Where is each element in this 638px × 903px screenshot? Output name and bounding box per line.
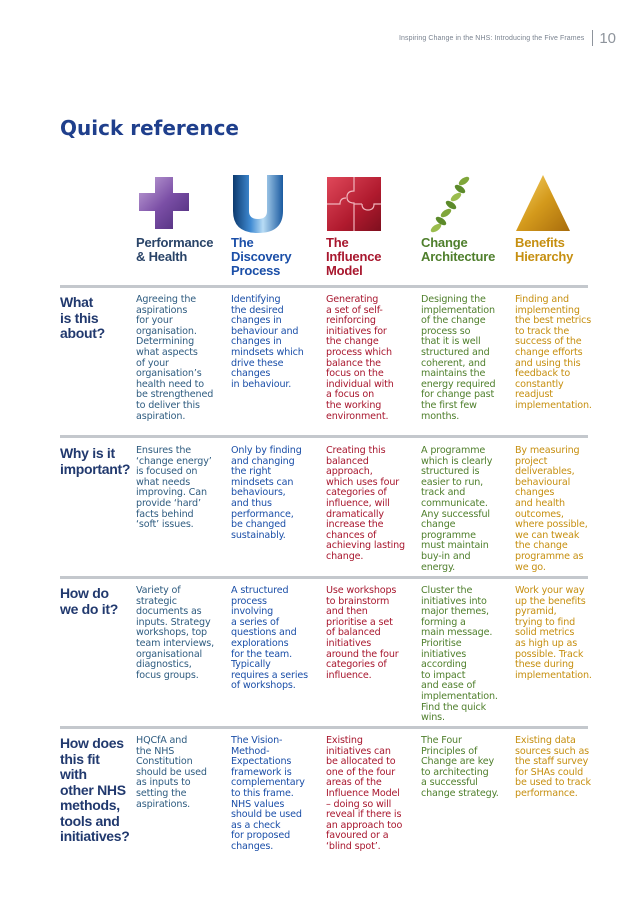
table-cell: Finding and implementing the best metrics to track the success of the change efforts and using this feedback to constantly readjust implementation. — [515, 294, 592, 411]
column-heading-line: Change — [421, 235, 468, 250]
column-heading-benefits-hierarchy — [515, 236, 573, 264]
table-cell: Agreeing the aspirations for your organisation. Determining what aspects of your organisation’s health need to be strengthened to deliver this aspiration. — [136, 294, 214, 422]
table-cell: Cluster the initiatives into major themes, forming a main message. Prioritise initiatives according to impact and ease of implementation. Find the quick wins. — [421, 585, 498, 724]
table-cell: HQCfA and the NHS Constitution should be used as inputs to setting the aspirations. — [136, 735, 207, 810]
header-divider — [592, 30, 593, 46]
green-helix-icon — [420, 173, 478, 233]
red-jigsaw-icon — [325, 173, 383, 233]
page-number: 10 — [599, 29, 616, 47]
table-cell: A programme which is clearly structured is easier to run, track and communicate. Any successful change programme must maintain buy-in and energy. — [421, 445, 493, 573]
column-heading-line: The — [326, 235, 349, 250]
row-divider — [60, 576, 588, 579]
column-heading-line: Process — [231, 263, 281, 278]
running-header — [399, 28, 616, 48]
column-heading-line: The — [231, 235, 254, 250]
column-heading-line: Benefits — [515, 235, 565, 250]
running-title: Inspiring Change in the NHS: Introducing the Five Frames — [398, 34, 585, 42]
row-divider — [60, 285, 588, 288]
column-heading-discovery-process — [231, 236, 291, 278]
table-cell: Creating this balanced approach, which uses four categories of influence, will dramatically increase the chances of achieving lasting change. — [326, 445, 405, 562]
row-question: Why is it important? — [60, 445, 131, 477]
blue-u-shape-icon — [229, 173, 287, 233]
column-heading-performance-health — [136, 236, 213, 264]
table-cell: Generating a set of self- reinforcing initiatives for the change process which balance the focus on the individual with a focus on the working environment. — [326, 294, 394, 422]
row-divider — [60, 726, 588, 729]
table-cell: Variety of strategic documents as inputs. Strategy workshops, top team interviews, organisational diagnostics, focus groups. — [136, 585, 215, 681]
row-question: What is this about? — [60, 294, 105, 341]
column-heading-line: Discovery — [231, 249, 292, 264]
column-heading-change-architecture — [421, 236, 495, 264]
table-cell: The Vision- Method- Expectations framework is complementary to this frame. NHS values should be used as a check for proposed changes. — [231, 735, 305, 852]
row-divider — [60, 435, 588, 438]
table-cell: Identifying the desired changes in behaviour and changes in mindsets which drive these changes in behaviour. — [231, 294, 304, 390]
column-heading-line: Influence — [326, 249, 382, 264]
purple-plus-cross-icon — [135, 173, 193, 233]
column-heading-line: Performance — [136, 235, 214, 250]
table-cell: Work your way up the benefits pyramid, trying to find solid metrics as high up as possible. Track these during implementation. — [515, 585, 592, 681]
table-cell: Only by finding and changing the right mindsets can behaviours, and thus performance, be changed sustainably. — [231, 445, 302, 541]
table-cell: Ensures the ‘change energy’ is focused on what needs improving. Can provide ‘hard’ facts behind ‘soft’ issues. — [136, 445, 212, 531]
column-heading-line: Hierarchy — [515, 249, 574, 264]
table-cell: The Four Principles of Change are key to architecting a successful change strategy. — [421, 735, 499, 799]
table-cell: Designing the implementation of the change process so that it is well structured and coherent, and maintains the energy required for change past the first few months. — [421, 294, 496, 422]
column-heading-influence-model — [326, 236, 381, 278]
table-cell: By measuring project deliverables, behavioural changes and health outcomes, where possible, we can tweak the change programme as we go. — [515, 445, 588, 573]
row-question: How do we do it? — [60, 585, 118, 617]
table-cell: Use workshops to brainstorm and then prioritise a set of balanced initiatives around the four categories of influence. — [326, 585, 399, 681]
page-title: Quick reference — [60, 116, 239, 140]
column-heading-line: Model — [326, 263, 363, 278]
table-cell: A structured process involving a series of questions and explorations for the team. Typically requires a series of workshops. — [231, 585, 308, 692]
table-cell: Existing data sources such as the staff survey for SHAs could be used to track performance. — [515, 735, 591, 799]
column-heading-line: & Health — [136, 249, 188, 264]
row-question: How does this fit with other NHS methods, tools and initiatives? — [60, 735, 130, 844]
column-heading-line: Architecture — [421, 249, 496, 264]
gold-pyramid-icon — [514, 173, 572, 233]
table-cell: Existing initiatives can be allocated to one of the four areas of the Influence Model – doing so will reveal if there is an approach too favoured or a ‘blind spot’. — [326, 735, 403, 852]
